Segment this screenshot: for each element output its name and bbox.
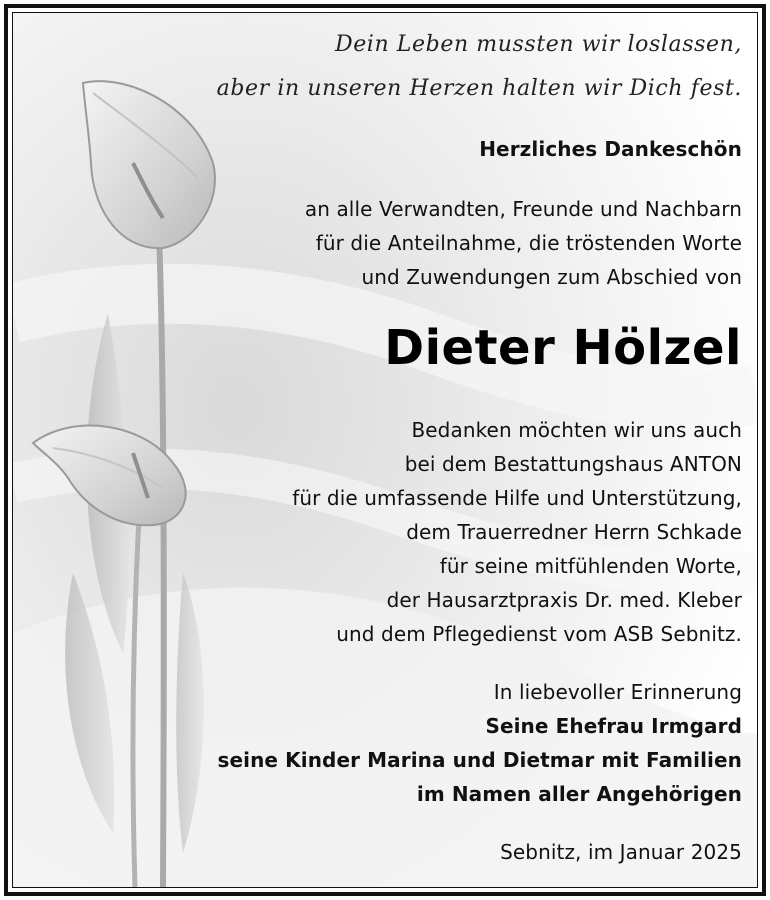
ack-line-1: Bedanken möchten wir uns auch xyxy=(411,418,742,442)
thanks-line-2: für die Anteilnahme, die tröstenden Worte xyxy=(315,231,742,255)
family-line-3: im Namen aller Angehörigen xyxy=(416,782,742,806)
ack-line-6: der Hausarztpraxis Dr. med. Kleber xyxy=(386,588,742,612)
deceased-name: Dieter Hölzel xyxy=(384,320,742,376)
family-line-2: seine Kinder Marina und Dietmar mit Familien xyxy=(217,748,742,772)
motto-line-2: aber in unseren Herzen halten wir Dich fest. xyxy=(216,76,742,101)
ack-line-2: bei dem Bestattungshaus ANTON xyxy=(404,452,742,476)
motto-line-1: Dein Leben mussten wir loslassen, xyxy=(334,32,742,57)
ack-line-4: dem Trauerredner Herrn Schkade xyxy=(406,520,742,544)
place-date: Sebnitz, im Januar 2025 xyxy=(500,840,742,864)
thanks-line-1: an alle Verwandten, Freunde und Nachbarn xyxy=(304,197,742,221)
thanks-line-3: und Zuwendungen zum Abschied von xyxy=(361,265,742,289)
family-line-1: Seine Ehefrau Irmgard xyxy=(485,714,742,738)
ack-line-7: und dem Pflegedienst vom ASB Sebnitz. xyxy=(336,622,742,646)
heading: Herzliches Dankeschön xyxy=(479,137,742,161)
ack-line-3: für die umfassende Hilfe und Unterstützung, xyxy=(292,486,742,510)
ack-line-5: für seine mitfühlenden Worte, xyxy=(439,554,742,578)
closing-intro: In liebevoller Erinnerung xyxy=(493,680,742,704)
